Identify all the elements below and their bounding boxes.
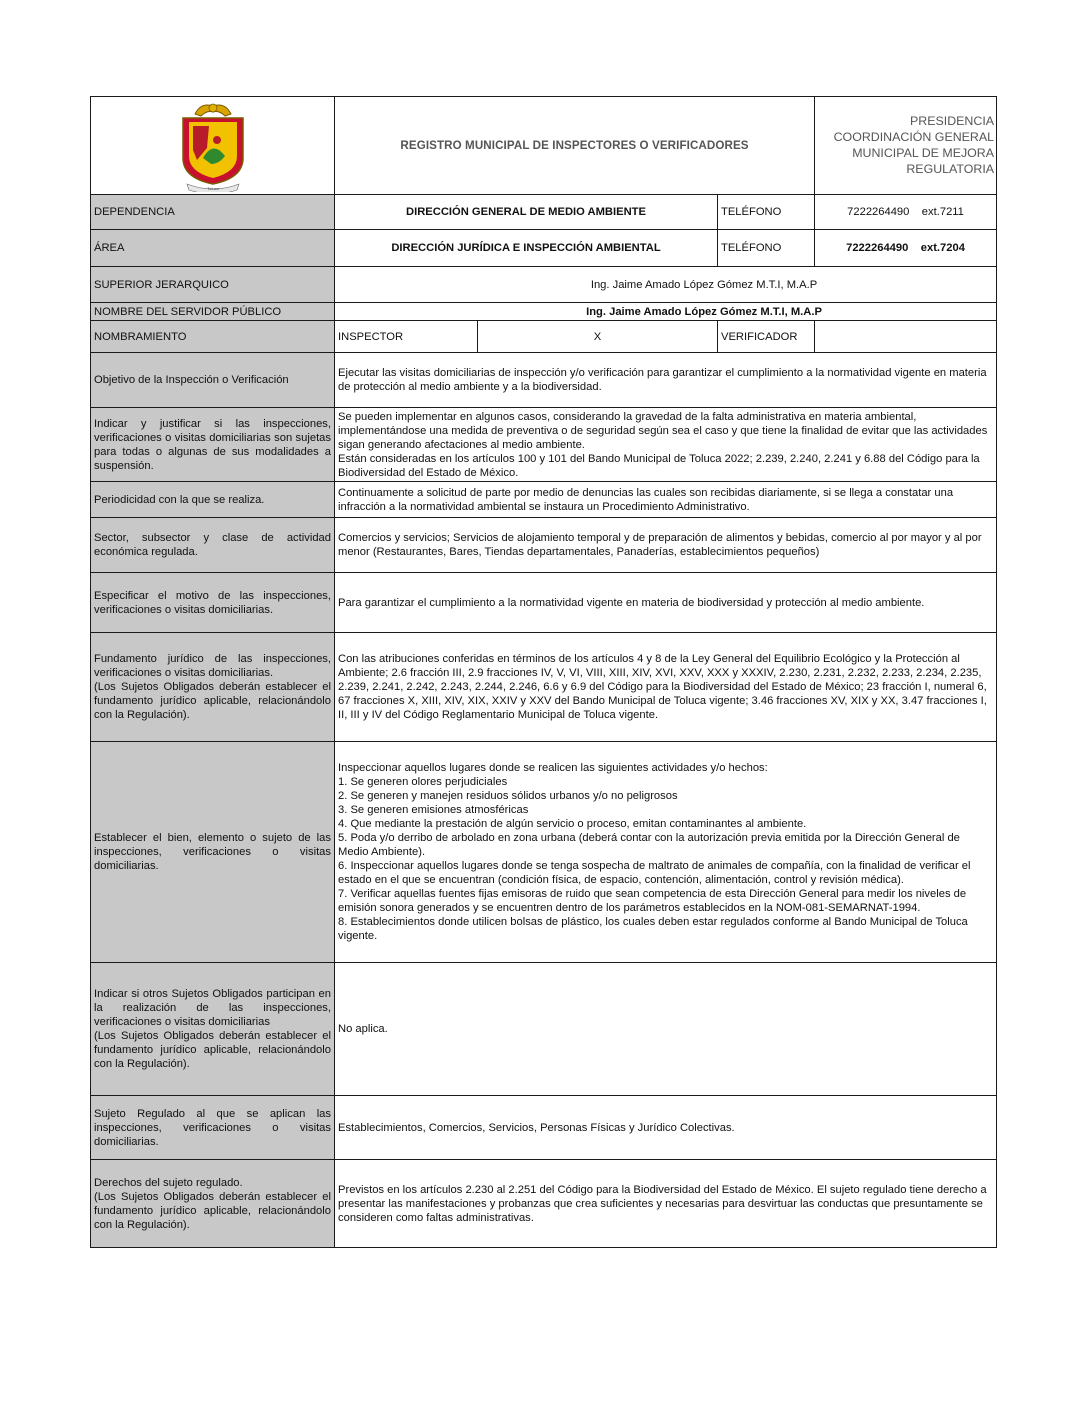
label-fundamento: [91, 633, 335, 742]
row-objetivo: [91, 353, 997, 408]
row-otros: [91, 963, 997, 1096]
label-area: ÁREA: [91, 230, 335, 267]
fundamento-label-p2: (Los Sujetos Obligados deberán establecer el fundamento jurídico aplicable, relacionándolo con la Regulación).: [94, 681, 331, 721]
value-servidor: Ing. Jaime Amado López Gómez M.T.I, M.A.P: [335, 303, 997, 321]
logo-cell: [91, 97, 335, 195]
label-telefono-area: TELÉFONO: [718, 230, 815, 267]
row-bien: [91, 742, 997, 963]
value-area: DIRECCIÓN JURÍDICA E INSPECCIÓN AMBIENTAL: [335, 230, 718, 267]
label-superior: SUPERIOR JERARQUICO: [91, 267, 335, 303]
value-otros: No aplica.: [335, 963, 997, 1096]
inspector-mark: X: [478, 321, 718, 353]
value-telefono: 7222264490 ext.7211: [815, 195, 997, 230]
label-nombramiento: NOMBRAMIENTO: [91, 321, 335, 353]
list-item: 5. Poda y/o derribo de arbolado en zona urbana (deberá contar con la autorización previa emitida por la Dirección General de Medio Ambiente).: [338, 832, 960, 858]
list-item: 3. Se generen emisiones atmosféricas: [338, 804, 529, 816]
org-line: COORDINACIÓN GENERAL: [833, 130, 995, 144]
row-motivo: [91, 573, 997, 633]
toluca-coat-of-arms-icon: [173, 100, 253, 192]
otros-label-p2: (Los Sujetos Obligados deberán establecer el fundamento jurídico aplicable, relacionándolo con la Regulación).: [94, 1030, 331, 1070]
label-telefono: TELÉFONO: [718, 195, 815, 230]
row-suspension: [91, 408, 997, 482]
label-inspector: INSPECTOR: [335, 321, 478, 353]
list-item: 2. Se generen y manejen residuos sólidos urbanos y/o no peligrosos: [338, 790, 678, 802]
value-verificador: [815, 321, 997, 353]
list-item: 1. Se generen olores perjudiciales: [338, 776, 508, 788]
label-verificador: VERIFICADOR: [718, 321, 815, 353]
label-otros: [91, 963, 335, 1096]
value-fundamento: Con las atribuciones conferidas en términos de los artículos 4 y 8 de la Ley General del Equilibrio Ecológico y la Protección al Ambiente; 2.6 fracción III, 2.9 fracciones IV, V, VI, VIII, XIII, XIV, XVI, XXV, XXX y XXXIV, 2.230, 2.231, 2.232, 2.233, 2.234, 2.235, 2.239, 2.241, 2.242, 2.243, 2.244, 2.246, 6.6 y 6.9 del Código para la Biodiversidad del Estado de México; 23 fracción I, numeral 6, 67 fracciones X, XIII, XIV, XIX, XXIV y XXV del Bando Municipal de Toluca vigente; 3.46 fracciones XV, XIX y XX, 3.47 fracciones I, II, III y IV del Código Reglamentario Municipal de Toluca vigente.: [335, 633, 997, 742]
list-item: 7. Verificar aquellas fuentes fijas emisoras de ruido que sean competencia de esta Dirección General para medir los niveles de emisión sonora generados y se encuentren dentro de los parámetros establecidos en la NOM-081-SEMARNAT-1994.: [338, 888, 967, 914]
value-superior: Ing. Jaime Amado López Gómez M.T.I, M.A.P: [335, 267, 997, 303]
row-area: [91, 230, 997, 267]
row-sector: [91, 518, 997, 573]
value-objetivo: Ejecutar las visitas domiciliarias de inspección y/o verificación para garantizar el cumplimiento a la normatividad vigente en materia de protección al medio ambiente y a la biodiversidad.: [335, 353, 997, 408]
row-sujeto: [91, 1096, 997, 1160]
bien-intro: Inspeccionar aquellos lugares donde se realicen las siguientes actividades y/o hechos:: [338, 762, 768, 774]
row-servidor: [91, 303, 997, 321]
label-servidor: NOMBRE DEL SERVIDOR PÚBLICO: [91, 303, 335, 321]
row-dependencia: [91, 195, 997, 230]
suspension-paragraph: Están consideradas en los artículos 100 y 101 del Bando Municipal de Toluca 2022; 2.239, 2.240, 2.241 y 6.88 del Código para la Biodiversidad del Estado de México.: [338, 452, 980, 479]
list-item: 6. Inspeccionar aquellos lugares donde se tenga sospecha de maltrato de animales de compañía, con la finalidad de verificar el estado en el que se encuentran (condición física, de espacio, contención, alimentación, control y revisión médica).: [338, 860, 971, 886]
page-title: REGISTRO MUNICIPAL DE INSPECTORES O VERIFICADORES: [335, 97, 815, 195]
label-sujeto: Sujeto Regulado al que se aplican las inspecciones, verificaciones o visitas domiciliarias.: [91, 1096, 335, 1160]
row-superior: [91, 267, 997, 303]
value-motivo: Para garantizar el cumplimiento a la normatividad vigente en materia de biodiversidad y protección al medio ambiente.: [335, 573, 997, 633]
label-sector: Sector, subsector y clase de actividad económica regulada.: [91, 518, 335, 573]
derechos-label-p2: (Los Sujetos Obligados deberán establecer el fundamento jurídico aplicable, relacionándolo con la Regulación).: [94, 1190, 331, 1231]
otros-label-p1: Indicar si otros Sujetos Obligados participan en la realización de las inspecciones, verificaciones o visitas domiciliarias: [94, 988, 331, 1028]
value-suspension: [335, 408, 997, 482]
label-suspension: Indicar y justificar si las inspecciones, verificaciones o visitas domiciliarias son sujetas para todas o algunas de sus modalidades a suspensión.: [91, 408, 335, 482]
org-line: PRESIDENCIA: [910, 114, 995, 128]
org-line: REGULATORIA: [906, 162, 995, 176]
value-sujeto: Establecimientos, Comercios, Servicios, Personas Físicas y Jurídico Colectivas.: [335, 1096, 997, 1160]
value-derechos: Previstos en los artículos 2.230 al 2.251 del Código para la Biodiversidad del Estado de México. El sujeto regulado tiene derecho a presentar las manifestaciones y probanzas que crea suficientes y necesarias para desvirtuar las conductas que presuntamente se consideren como faltas administrativas.: [335, 1160, 997, 1248]
value-periodicidad: Continuamente a solicitud de parte por medio de denuncias las cuales son recibidas diariamente, si se llega a constatar una infracción a la normatividad ambiental se instaura un Procedimiento Administrativo.: [335, 482, 997, 518]
label-objetivo: Objetivo de la Inspección o Verificación: [91, 353, 335, 408]
header-row: [91, 97, 997, 195]
list-item: 8. Establecimientos donde utilicen bolsas de plástico, los cuales deben estar regulados conforme al Bando Municipal de Toluca vigente.: [338, 916, 968, 942]
row-derechos: [91, 1160, 997, 1248]
row-periodicidad: [91, 482, 997, 518]
label-bien: Establecer el bien, elemento o sujeto de las inspecciones, verificaciones o visitas domiciliarias.: [91, 742, 335, 963]
value-dependencia: DIRECCIÓN GENERAL DE MEDIO AMBIENTE: [335, 195, 718, 230]
fundamento-label-p1: Fundamento jurídico de las inspecciones, verificaciones o visitas domiciliarias.: [94, 653, 331, 679]
list-item: 4. Que mediante la prestación de algún servicio o proceso, emitan contaminantes al ambiente.: [338, 818, 807, 830]
value-sector: Comercios y servicios; Servicios de alojamiento temporal y de preparación de alimentos y bebidas, comercio al por mayor y al por menor (Restaurantes, Bares, Tiendas departamentales, Panaderías, establecimientos pequeños): [335, 518, 997, 573]
svg-text:Toluca: Toluca: [206, 185, 219, 191]
label-dependencia: DEPENDENCIA: [91, 195, 335, 230]
registry-form-table: [90, 96, 997, 1248]
row-nombramiento: [91, 321, 997, 353]
label-motivo: Especificar el motivo de las inspecciones, verificaciones o visitas domiciliarias.: [91, 573, 335, 633]
row-fundamento: [91, 633, 997, 742]
value-bien: [335, 742, 997, 963]
org-line: MUNICIPAL DE MEJORA: [852, 146, 995, 160]
suspension-paragraph: Se pueden implementar en algunos casos, considerando la gravedad de la falta administrativa en materia ambiental, implementándose una medida de preventiva o de seguridad según sea el caso y que tiene la finalidad de evitar que las actividades sigan generando afectaciones al medio ambiente.: [338, 410, 988, 451]
label-derechos: [91, 1160, 335, 1248]
derechos-label-p1: Derechos del sujeto regulado.: [94, 1176, 243, 1189]
value-telefono-area: 7222264490 ext.7204: [815, 230, 997, 267]
label-periodicidad: Periodicidad con la que se realiza.: [91, 482, 335, 518]
org-name: [815, 97, 997, 195]
